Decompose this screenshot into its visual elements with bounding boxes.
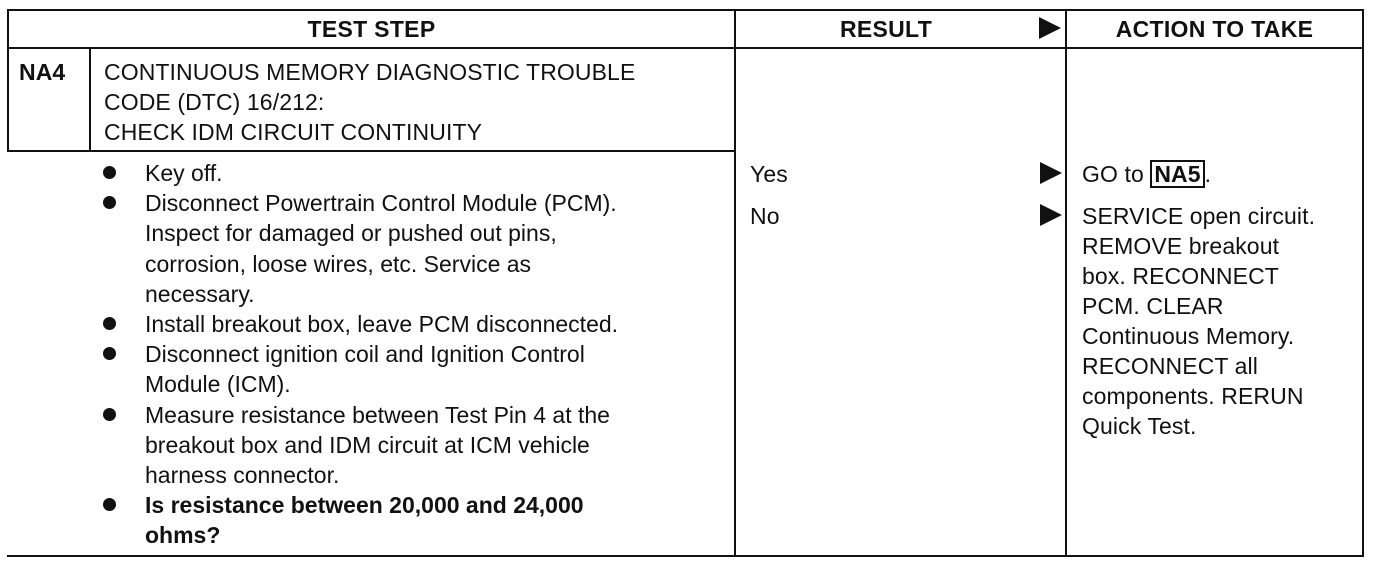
action-no-line: box. RECONNECT xyxy=(1082,263,1279,289)
step-id: NA4 xyxy=(19,59,66,85)
list-item xyxy=(103,188,713,309)
result-column-divider xyxy=(734,9,736,557)
bullet-icon xyxy=(103,317,116,330)
result-no-arrow-icon xyxy=(1040,204,1062,226)
result-yes-arrow-icon xyxy=(1040,162,1062,184)
action-yes xyxy=(1082,159,1211,189)
instruction-question-line: Is resistance between 20,000 and 24,000 xyxy=(145,492,584,519)
instruction-line: harness connector. xyxy=(145,462,340,489)
bullet-icon xyxy=(103,196,116,209)
action-no-line: SERVICE open circuit. xyxy=(1082,203,1316,229)
instruction-line: Measure resistance between Test Pin 4 at the xyxy=(145,401,610,428)
action-column-divider xyxy=(1065,9,1067,557)
instruction-line: corrosion, loose wires, etc. Service as xyxy=(145,250,532,277)
action-no-line: RECONNECT all xyxy=(1082,353,1258,379)
list-item xyxy=(103,490,713,550)
list-item xyxy=(103,158,713,188)
list-item xyxy=(103,309,713,339)
step-title-line: CHECK IDM CIRCUIT CONTINUITY xyxy=(104,119,483,145)
title-bottom-rule xyxy=(7,150,736,152)
action-yes-prefix: GO to xyxy=(1082,161,1151,187)
header-action-to-take: ACTION TO TAKE xyxy=(1115,16,1314,42)
table-bottom-border xyxy=(7,555,1364,557)
step-reference-na5: NA5 xyxy=(1150,160,1204,188)
action-no-line: REMOVE breakout xyxy=(1082,233,1280,259)
bullet-icon xyxy=(103,166,116,179)
instruction-line: Module (ICM). xyxy=(145,371,291,398)
action-no-line: Continuous Memory. xyxy=(1082,323,1295,349)
list-item xyxy=(103,400,713,491)
action-no-line: Quick Test. xyxy=(1082,413,1197,439)
header-arrow-icon xyxy=(1039,17,1061,39)
action-yes-suffix: . xyxy=(1204,161,1212,187)
action-no-line: PCM. CLEAR xyxy=(1082,293,1224,319)
instruction-question-line: ohms? xyxy=(145,522,221,549)
bullet-icon xyxy=(103,347,116,360)
instruction-line: breakout box and IDM circuit at ICM vehicle xyxy=(145,431,590,458)
instruction-line: necessary. xyxy=(145,280,255,307)
table-right-border xyxy=(1362,9,1364,557)
instruction-line: Disconnect Powertrain Control Module (PCM). xyxy=(145,190,617,217)
bullet-icon xyxy=(103,408,116,421)
instruction-line: Install breakout box, leave PCM disconnected. xyxy=(145,311,619,338)
instruction-line: Inspect for damaged or pushed out pins, xyxy=(145,220,557,247)
step-title-line: CONTINUOUS MEMORY DIAGNOSTIC TROUBLE xyxy=(104,59,636,85)
result-yes: Yes xyxy=(750,161,788,187)
instruction-line: Disconnect ignition coil and Ignition Control xyxy=(145,341,585,368)
test-step-instructions xyxy=(103,158,713,551)
list-item xyxy=(103,339,713,399)
instruction-line: Key off. xyxy=(145,160,223,186)
header-result: RESULT xyxy=(839,16,933,42)
step-id-divider xyxy=(89,47,91,151)
bullet-icon xyxy=(103,498,116,511)
result-no: No xyxy=(750,203,780,229)
step-title-line: CODE (DTC) 16/212: xyxy=(104,89,325,115)
action-no-line: components. RERUN xyxy=(1082,383,1304,409)
header-test-step: TEST STEP xyxy=(307,16,436,42)
